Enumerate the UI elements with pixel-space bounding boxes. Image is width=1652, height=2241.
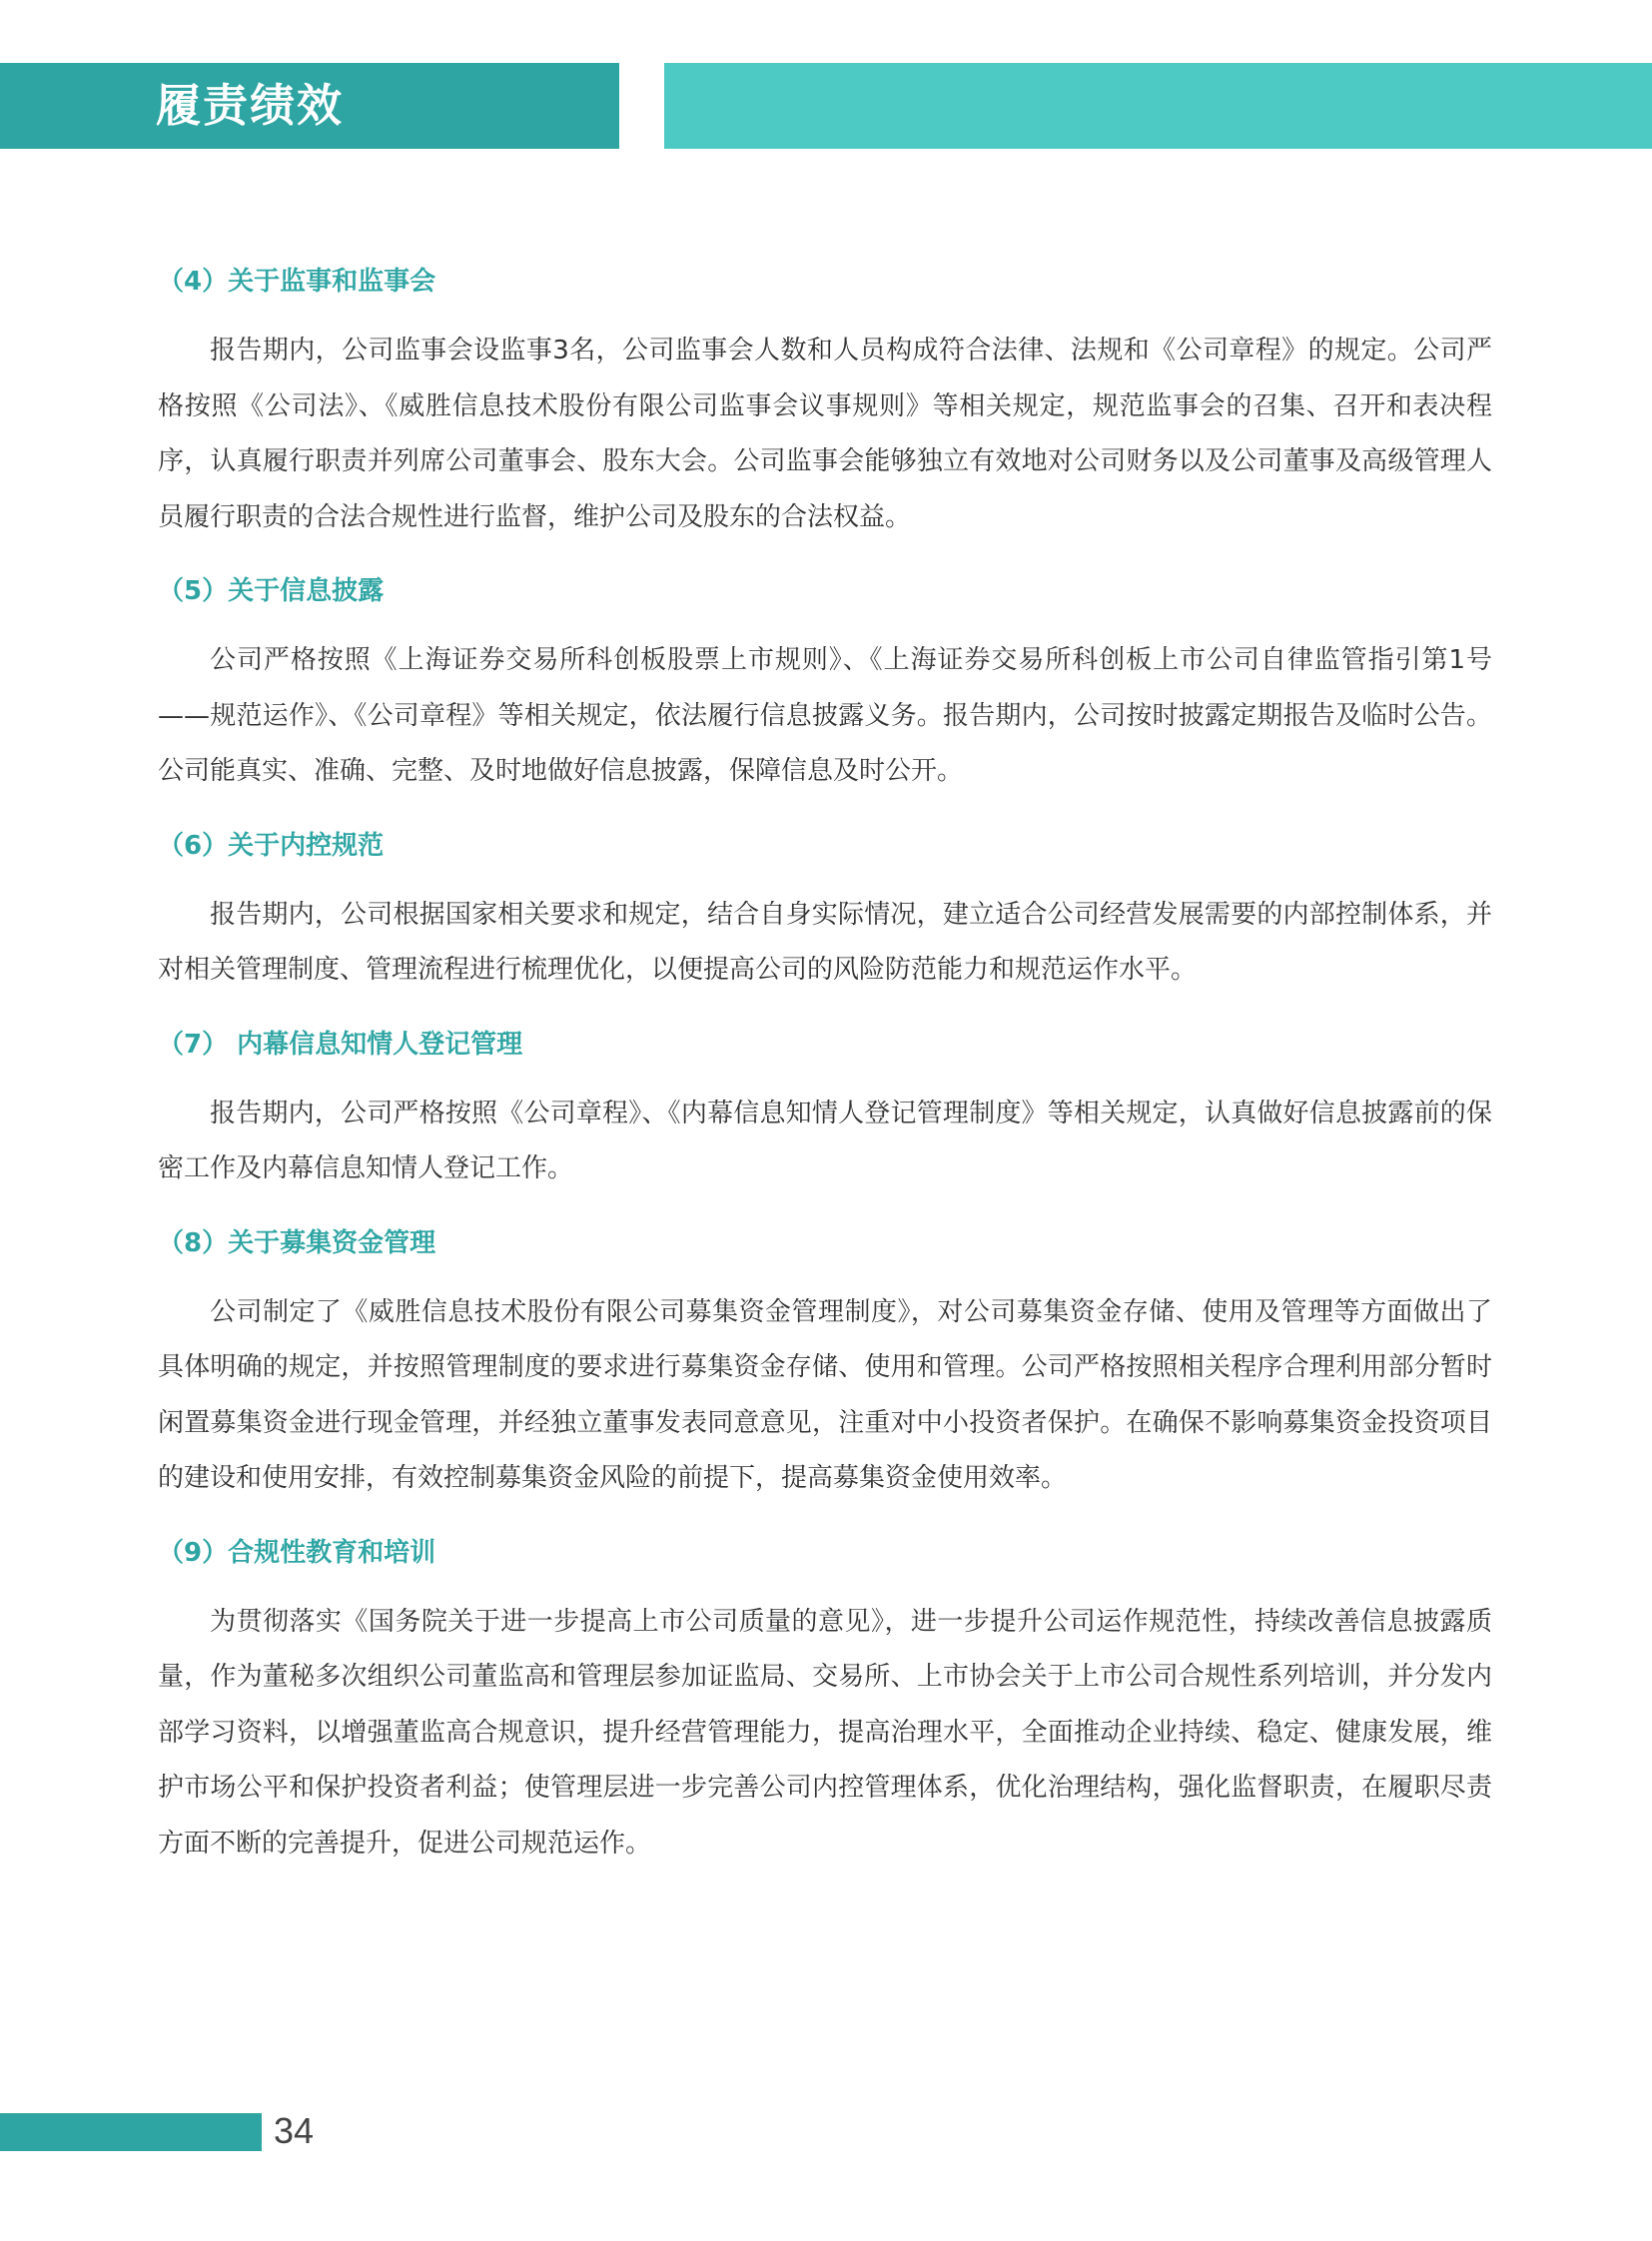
section-paragraph: 公司严格按照《上海证券交易所科创板股票上市规则》、《上海证券交易所科创板上市公司自律监管指引第1号——规范运作》、《公司章程》等相关规定，依法履行信息披露义务。报告期内，公司按时披露定期报告及临时公告。公司能真实、准确、完整、及时地做好信息披露，保障信息及时公开。 [158, 645, 1492, 786]
section-insider-registration [158, 1021, 1492, 1197]
page-title: 履责绩效 [156, 79, 345, 132]
section-paragraph: 为贯彻落实《国务院关于进一步提高上市公司质量的意见》，进一步提升公司运作规范性，持续改善信息披露质量，作为董秘多次组织公司董监高和管理层参加证监局、交易所、上市协会关于上市公司合规性系列培训，并分发内部学习资料，以增强董监高合规意识，提升经营管理能力，提高治理水平，全面推动企业持续、稳定、健康发展，维护市场公平和保护投资者利益；使管理层进一步完善公司内控管理体系，优化治理结构，强化监督职责，在履职尽责方面不断的完善提升，促进公司规范运作。 [158, 1606, 1492, 1859]
page-number: 34 [274, 2110, 315, 2151]
section-internal-control [158, 822, 1492, 999]
section-heading: （9）合规性教育和培训 [158, 1537, 436, 1568]
section-compliance-training [158, 1529, 1492, 1872]
section-heading: （6）关于内控规范 [158, 830, 385, 861]
section-paragraph: 公司制定了《威胜信息技术股份有限公司募集资金管理制度》，对公司募集资金存储、使用及管理等方面做出了具体明确的规定，并按照管理制度的要求进行募集资金存储、使用和管理。公司严格按照相关程序合理利用部分暂时闲置募集资金进行现金管理，并经独立董事发表同意意见，注重对中小投资者保护。在确保不影响募集资金投资项目的建设和使用安排，有效控制募集资金风险的前提下，提高募集资金使用效率。 [158, 1296, 1492, 1493]
footer-bar [0, 2113, 262, 2151]
section-paragraph: 报告期内，公司严格按照《公司章程》、《内幕信息知情人登记管理制度》等相关规定，认真做好信息披露前的保密工作及内幕信息知情人登记工作。 [158, 1098, 1492, 1183]
section-heading: （8）关于募集资金管理 [158, 1227, 436, 1258]
section-heading: （4）关于监事和监事会 [158, 267, 436, 297]
section-disclosure [158, 567, 1492, 800]
section-raised-funds [158, 1219, 1492, 1507]
header-accent-bar [664, 63, 1652, 149]
section-supervisors [158, 258, 1492, 545]
section-heading: （7） 内幕信息知情人登记管理 [158, 1029, 523, 1060]
section-paragraph: 报告期内，公司根据国家相关要求和规定，结合自身实际情况，建立适合公司经营发展需要的内部控制体系，并对相关管理制度、管理流程进行梳理优化，以便提高公司的风险防范能力和规范运作水平。 [158, 899, 1492, 985]
section-heading: （5）关于信息披露 [158, 576, 385, 606]
header-bar [0, 63, 619, 149]
section-paragraph: 报告期内，公司监事会设监事3名，公司监事会人数和人员构成符合法律、法规和《公司章程》的规定。公司严格按照《公司法》、《威胜信息技术股份有限公司监事会议事规则》等相关规定，规范监事会的召集、召开和表决程序，认真履行职责并列席公司董事会、股东大会。公司监事会能够独立有效地对公司财务以及公司董事及高级管理人员履行职责的合法合规性进行监督，维护公司及股东的合法权益。 [158, 336, 1492, 532]
main-content [158, 258, 1492, 1871]
